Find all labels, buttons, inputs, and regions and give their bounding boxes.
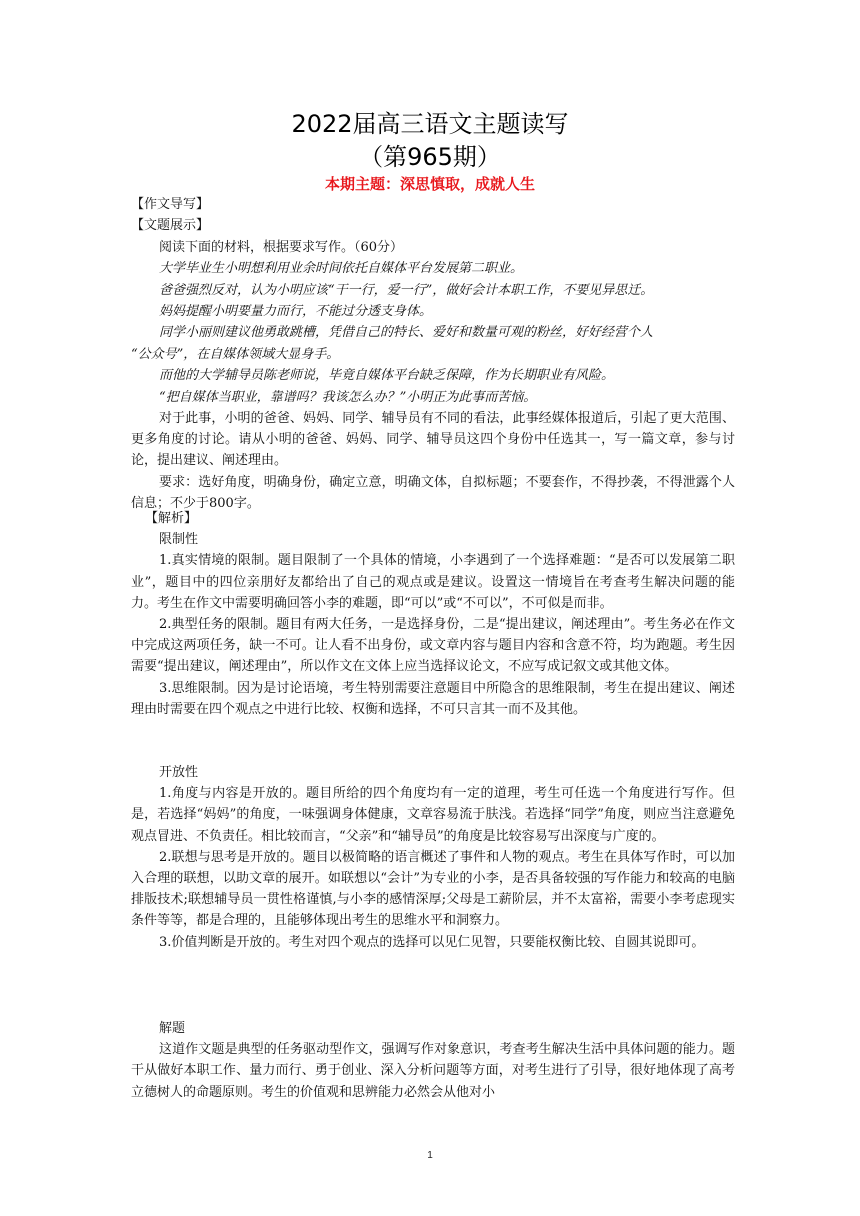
analysis-solve-section bbox=[131, 1018, 735, 1103]
prompt-intro: 阅读下面的材料，根据要求写作。（60分） bbox=[159, 239, 404, 255]
analysis-heading: 【解析】 bbox=[145, 511, 198, 526]
open-paragraph-2: 2.联想与思考是开放的。题目以极简略的语言概述了事件和人物的观点。考生在具体写作时，可以加入合理的联想，以助文章的展开。如联想以“会计”为专业的小李，是否具备较强的写作能力和较高的电脑排版技术;联想辅导员一贯性格谨慎,与小李的感情深厚;父母是工薪阶层，并不太富裕，需要小李考虑现实条件等等，都是合理的，且能够体现出考生的思维水平和洞察力。 bbox=[131, 849, 735, 929]
material-line-5: 而他的大学辅导员陈老师说，毕竟自媒体平台缺乏保障，作为长期职业有风险。 bbox=[159, 368, 615, 384]
material-line-3: 妈妈提醒小明要量力而行，不能过分透支身体。 bbox=[159, 303, 433, 319]
material-line-1: 大学毕业生小明想利用业余时间依托自媒体平台发展第二职业。 bbox=[159, 261, 524, 277]
open-paragraph-1: 1.角度与内容是开放的。题目所给的四个角度均有一定的道理，考生可任选一个角度进行写作。但是，若选择“妈妈”的角度，一味强调身体健康，文章容易流于肤浅。若选择“同学”角度，则应当注意避免观点冒进、不负责任。相比较而言，“父亲”和“辅导员”的角度是比较容易写出深度与广度的。 bbox=[131, 786, 735, 844]
page-number: 1 bbox=[427, 1150, 433, 1161]
limit-heading: 限制性 bbox=[159, 532, 199, 548]
material-line-4b: “公众号”，在自媒体领域大显身手。 bbox=[131, 346, 340, 362]
material-line-4a: 同学小丽则建议他勇敢跳槽，凭借自己的特长、爱好和数量可观的粉丝，好好经营个人 bbox=[159, 325, 654, 341]
material-line-2: 爸爸强烈反对，认为小明应该“干一行，爱一行”，做好会计本职工作，不要见异思迁。 bbox=[159, 282, 654, 298]
requirement-paragraph: 要求：选好角度，明确身份，确定立意，明确文体，自拟标题；不要套作，不得抄袭，不得泄露个人信息；不少于800字。 bbox=[131, 474, 735, 511]
analysis-open-section bbox=[131, 762, 735, 953]
limit-paragraph-3: 3.思维限制。因为是讨论语境，考生特别需要注意题目中所隐含的思维限制，考生在提出建议、阐述理由时需要在四个观点之中进行比较、权衡和选择，不可只言其一而不及其他。 bbox=[131, 680, 735, 717]
prompt-section bbox=[131, 194, 735, 408]
solve-paragraph: 这道作文题是典型的任务驱动型作文，强调写作对象意识，考查考生解决生活中具体问题的能力。题干从做好本职工作、量力而行、勇于创业、深入分析问题等方面，对考生进行了引导，很好地体现了高考立德树人的命题原则。考生的价值观和思辨能力必然会从他对小 bbox=[131, 1042, 735, 1100]
open-paragraph-3: 3.价值判断是开放的。考生对四个观点的选择可以见仁见智，只要能权衡比较、自圆其说即可。 bbox=[159, 934, 705, 950]
prompt-task bbox=[131, 408, 735, 514]
material-line-6: “把自媒体当职业，靠谱吗？我该怎么办？”小明正为此事而苦恼。 bbox=[159, 389, 537, 405]
document-title: 2022届高三语文主题读写 bbox=[291, 110, 569, 138]
open-heading: 开放性 bbox=[159, 765, 199, 780]
solve-heading: 解题 bbox=[159, 1021, 186, 1036]
limit-paragraph-1: 1.真实情境的限制。题目限制了一个具体的情境，小李遇到了一个选择难题：“是否可以发展第二职业”，题目中的四位亲朋好友都给出了自己的观点或是建议。设置这一情境旨在考查考生解决问题的能力。考生在作文中需要明确回答小李的难题，即“可以”或“不可以”，不可似是而非。 bbox=[131, 553, 735, 611]
task-paragraph: 对于此事，小明的爸爸、妈妈、同学、辅导员有不同的看法，此事经媒体报道后，引起了更大范围、更多角度的讨论。请从小明的爸爸、妈妈、同学、辅导员这四个身份中任选其一，写一篇文章，参与讨论，提出建议、阐述理由。 bbox=[131, 411, 735, 469]
issue-theme: 本期主题：深思慎取，成就人生 bbox=[324, 175, 535, 193]
section-heading-guide: 【作文导写】 bbox=[131, 197, 210, 212]
limit-paragraph-2: 2.典型任务的限制。题目有两大任务，一是选择身份，二是“提出建议，阐述理由”。考生务必在作文中完成这两项任务，缺一不可。让人看不出身份，或文章内容与题目内容和含意不符，均为跑题。考生因需要“提出建议，阐述理由”，所以作文在文体上应当选择议论文，不应写成记叙文或其他文体。 bbox=[131, 617, 735, 675]
analysis-limit-section bbox=[131, 508, 735, 720]
issue-number: （第965期） bbox=[359, 143, 501, 171]
section-heading-show: 【文题展示】 bbox=[131, 218, 210, 234]
